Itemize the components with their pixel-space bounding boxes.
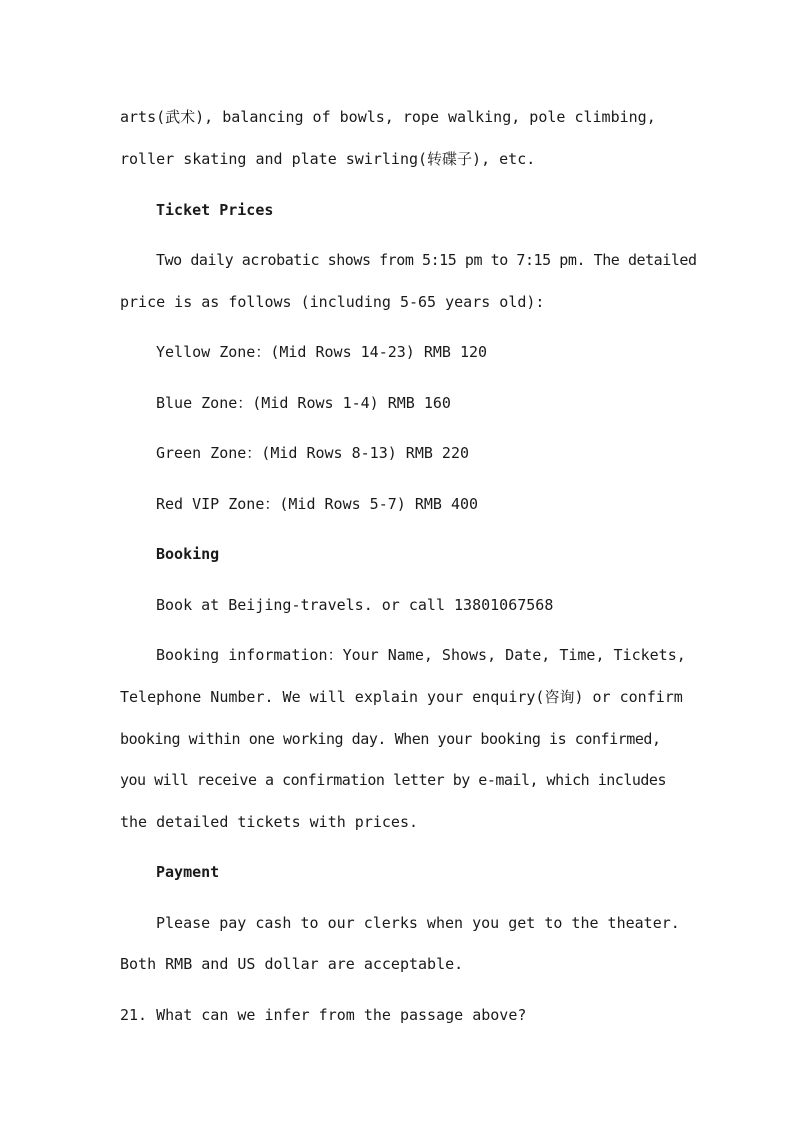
ticket-prices-paragraph-line-2: price is as follows (including 5-65 years old): [120, 293, 545, 311]
payment-heading: Payment [156, 863, 220, 881]
ticket-prices-paragraph-line-1: Two daily acrobatic shows from 5:15 pm to 7:15 pm. The detailed [156, 251, 697, 269]
zone-red-vip: Red VIP Zone：(Mid Rows 5-7) RMB 400 [156, 495, 479, 513]
booking-heading: Booking [156, 545, 220, 563]
booking-info-line-1: Booking information：Your Name, Shows, Date, Time, Tickets, [156, 646, 686, 664]
ticket-prices-heading: Ticket Prices [156, 201, 274, 219]
zone-green: Green Zone：(Mid Rows 8-13) RMB 220 [156, 444, 470, 462]
question-21: 21. What can we infer from the passage above? [120, 1006, 527, 1024]
zone-blue: Blue Zone：(Mid Rows 1-4) RMB 160 [156, 394, 451, 412]
booking-info-line-3: booking within one working day. When your booking is confirmed, [120, 730, 661, 748]
payment-line-1: Please pay cash to our clerks when you get to the theater. [156, 914, 680, 932]
intro-line-1: arts(武术), balancing of bowls, rope walking, pole climbing, [120, 108, 656, 126]
booking-info-line-4: you will receive a confirmation letter by e-mail, which includes [120, 771, 666, 789]
booking-info-line-5: the detailed tickets with prices. [120, 813, 419, 831]
booking-info-line-2: Telephone Number. We will explain your enquiry(咨询) or confirm [120, 688, 683, 706]
intro-line-2: roller skating and plate swirling(转碟子), etc. [120, 150, 536, 168]
booking-book-line: Book at Beijing-travels. or call 13801067568 [156, 596, 554, 614]
payment-line-2: Both RMB and US dollar are acceptable. [120, 955, 464, 973]
zone-yellow: Yellow Zone：(Mid Rows 14-23) RMB 120 [156, 343, 488, 361]
